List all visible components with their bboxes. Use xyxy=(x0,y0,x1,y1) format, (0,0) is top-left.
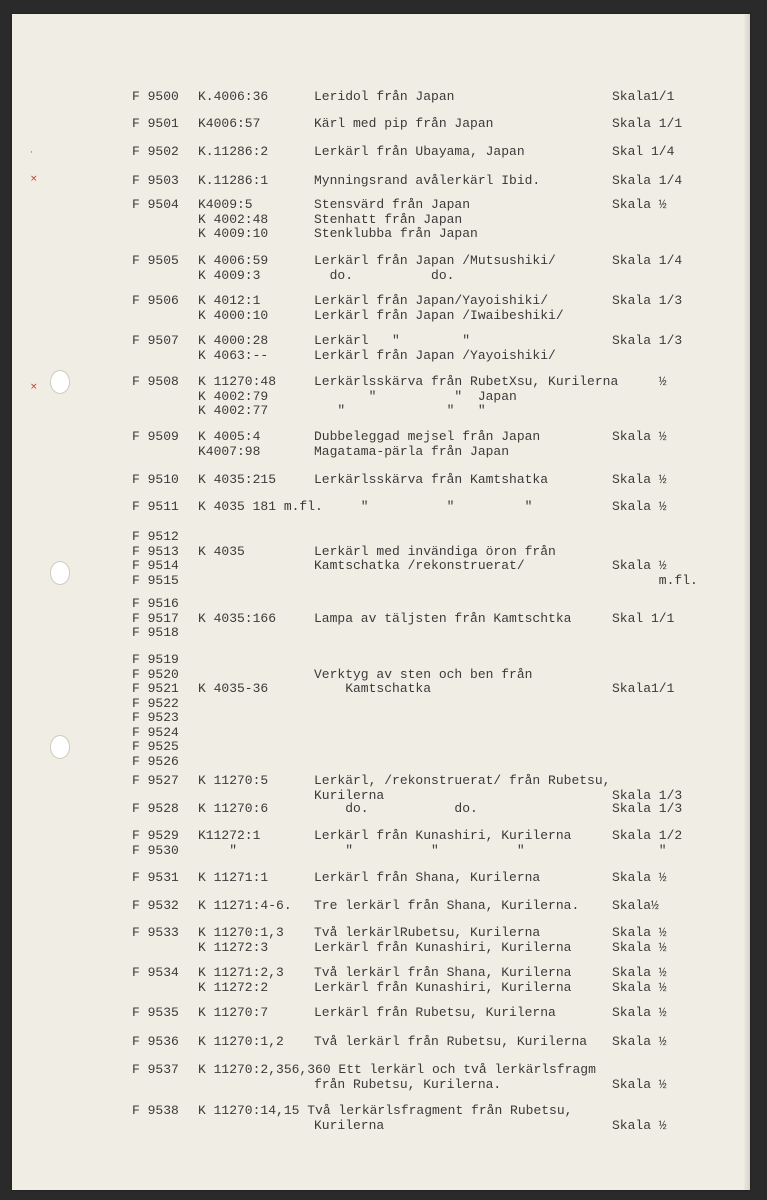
scale-cell xyxy=(612,174,712,189)
scale-line: Skala 1/1 xyxy=(612,116,683,131)
k-number-cell xyxy=(198,294,328,323)
k-number-line: K.4006:36 xyxy=(198,89,269,104)
scale-line xyxy=(612,668,712,683)
f-number-line: F 9527 xyxy=(132,773,179,788)
f-number-cell xyxy=(132,473,202,488)
description-cell xyxy=(314,653,644,697)
scale-line: Skala 1/3 xyxy=(612,333,683,348)
scale-cell xyxy=(612,653,712,697)
scale-line: " xyxy=(612,842,667,858)
scale-line: ½ xyxy=(612,374,667,389)
k-number-cell xyxy=(198,334,328,363)
k-number-line: K 11270:2,356,360 Ett lerkärl och två lerkärlsfragm xyxy=(198,1062,596,1077)
k-number-cell xyxy=(198,198,328,242)
description-cell xyxy=(314,530,644,574)
margin-x-mark: × xyxy=(30,382,38,392)
scale-line: Skala ½ xyxy=(612,1034,667,1049)
f-number-line: F 9516 xyxy=(132,596,179,611)
description-line xyxy=(314,1063,644,1078)
catalog-page xyxy=(12,14,750,1190)
description-line: Två lerkärlRubetsu, Kurilerna xyxy=(314,925,541,940)
f-number-cell xyxy=(132,829,202,858)
description-cell xyxy=(314,1006,644,1021)
description-cell xyxy=(314,375,644,419)
description-cell xyxy=(314,430,644,459)
punch-hole xyxy=(50,561,70,585)
k-number-line: " xyxy=(198,842,238,858)
k-number-cell xyxy=(198,1103,573,1119)
scale-cell xyxy=(612,1063,712,1092)
scale-cell xyxy=(612,597,712,626)
description-line: Tre lerkärl från Shana, Kurilerna. xyxy=(314,898,580,913)
k-number-line: K 11272:3 xyxy=(198,939,269,955)
k-number-cell xyxy=(198,653,328,697)
description-cell xyxy=(314,145,644,160)
k-number-cell xyxy=(198,829,328,858)
scale-line: Skala ½ xyxy=(612,1117,667,1133)
description-line: Lerkärl från Japan /Iwaibeshiki/ xyxy=(314,307,564,323)
f-number-line: F 9507 xyxy=(132,333,179,348)
k-number-line: K 4035 xyxy=(198,543,245,559)
k-number-line: K.11286:1 xyxy=(198,173,269,188)
description-cell xyxy=(314,117,644,132)
f-number-line: F 9536 xyxy=(132,1034,179,1049)
f-number-cell xyxy=(132,871,202,886)
scale-cell xyxy=(612,966,712,995)
f-number-cell xyxy=(132,430,202,445)
k-number-line: K 11270:48 xyxy=(198,374,277,389)
f-number-line: F 9505 xyxy=(132,253,179,268)
f-number-line: F 9508 xyxy=(132,374,179,389)
description-line xyxy=(314,1104,644,1119)
description-line: Lampa av täljsten från Kamtschtka xyxy=(314,610,572,626)
f-number-line: F 9530 xyxy=(132,842,179,858)
k-number-line: K 11270:6 xyxy=(198,801,269,816)
k-number-line: K4009:5 xyxy=(198,197,253,212)
f-number-line: F 9506 xyxy=(132,293,179,308)
f-number-line: F 9521 xyxy=(132,681,179,696)
description-line: Lerkärl, /rekonstruerat/ från Rubetsu, xyxy=(314,773,611,788)
f-number-line: F 9537 xyxy=(132,1062,179,1077)
f-number-cell xyxy=(132,802,202,817)
description-line: Magatama-pärla från Japan xyxy=(314,443,510,459)
f-number-line: F 9523 xyxy=(132,710,179,725)
scale-cell xyxy=(612,117,712,132)
k-number-cell xyxy=(198,375,328,419)
description-cell xyxy=(314,500,644,515)
k-number-cell xyxy=(198,1006,328,1021)
punch-hole xyxy=(50,735,70,759)
k-number-cell xyxy=(198,871,328,886)
f-number-line: F 9509 xyxy=(132,429,179,444)
k-number-line: K.11286:2 xyxy=(198,144,269,159)
scale-cell xyxy=(612,1006,712,1021)
k-number-line: K 4009:10 xyxy=(198,226,269,241)
description-line: Lerkärl från Kunashiri, Kurilerna xyxy=(314,939,572,955)
description-cell xyxy=(314,198,644,242)
description-cell xyxy=(314,597,644,626)
k-number-cell xyxy=(198,145,328,160)
f-number-cell xyxy=(132,530,202,588)
page-edge xyxy=(744,14,750,1190)
scale-line: Skala 1/3 xyxy=(612,801,683,816)
f-number-cell xyxy=(132,90,202,105)
k-number-cell xyxy=(198,500,328,515)
scale-cell xyxy=(612,829,712,858)
scale-line: Skala ½ xyxy=(612,1076,667,1092)
description-line: Mynningsrand avålerkärl Ibid. xyxy=(314,173,541,188)
scale-cell xyxy=(612,926,712,955)
k-number-cell xyxy=(198,430,328,459)
scale-line: Skala 1/3 xyxy=(612,293,683,308)
description-line: Två lerkärl från Rubetsu, Kurilerna xyxy=(314,1034,588,1049)
scale-line xyxy=(612,545,712,560)
scale-line: Skala½ xyxy=(612,898,659,913)
f-number-line: F 9503 xyxy=(132,173,179,188)
k-number-cell xyxy=(198,473,328,488)
description-cell xyxy=(314,1063,644,1092)
description-cell xyxy=(314,90,644,105)
description-cell xyxy=(314,774,644,803)
description-cell xyxy=(314,802,644,817)
k-number-line: K4007:98 xyxy=(198,443,261,459)
k-number-line: K 11270:5 xyxy=(198,773,269,788)
description-cell xyxy=(314,1035,644,1050)
f-number-line: F 9513 xyxy=(132,543,179,559)
scale-line xyxy=(612,597,712,612)
f-number-line: F 9510 xyxy=(132,472,179,487)
f-number-cell xyxy=(132,653,202,769)
f-number-cell xyxy=(132,1104,202,1119)
scale-line: Skala ½ xyxy=(612,870,667,885)
scale-line: Skala ½ xyxy=(612,472,667,487)
description-line: Stensvärd från Japan xyxy=(314,197,471,212)
description-cell xyxy=(314,294,644,323)
f-number-cell xyxy=(132,774,202,789)
description-cell xyxy=(314,966,644,995)
scale-line xyxy=(612,1104,712,1119)
description-line: Två lerkärl från Shana, Kurilerna xyxy=(314,965,572,980)
f-number-cell xyxy=(132,375,202,390)
k-number-cell xyxy=(198,1062,596,1078)
scale-line: Skala ½ xyxy=(612,197,667,212)
description-line: " " " xyxy=(314,403,486,418)
description-line: Lerkärl från Ubayama, Japan xyxy=(314,144,525,159)
f-number-line: F 9535 xyxy=(132,1005,179,1020)
description-line: Stenhatt från Japan xyxy=(314,211,463,227)
scale-line: Skala ½ xyxy=(612,499,667,514)
f-number-line: F 9514 xyxy=(132,558,179,573)
scale-line xyxy=(612,653,712,668)
scale-line: Skala1/1 xyxy=(612,681,675,696)
k-number-line: K 11272:2 xyxy=(198,979,269,995)
k-number-line: K 4002:79 xyxy=(198,388,269,404)
f-number-line: F 9520 xyxy=(132,666,179,682)
description-line xyxy=(314,597,644,612)
scale-cell xyxy=(612,254,712,269)
description-line: Lerkärl från Japan /Mutsushiki/ xyxy=(314,253,556,268)
k-number-cell xyxy=(198,802,328,817)
description-cell xyxy=(314,473,644,488)
k-number-line: K11272:1 xyxy=(198,828,261,843)
scale-cell xyxy=(612,375,712,390)
scale-line: Skal 1/4 xyxy=(612,144,675,159)
description-line: Kamtschatka xyxy=(314,681,432,696)
scale-line xyxy=(612,1063,712,1078)
f-number-line: F 9515 xyxy=(132,572,179,588)
k-number-line: K 4012:1 xyxy=(198,293,261,308)
f-number-line: F 9512 xyxy=(132,529,179,544)
f-number-cell xyxy=(132,254,202,269)
k-number-line xyxy=(198,530,328,545)
description-line: Lerkärl från Rubetsu, Kurilerna xyxy=(314,1005,556,1020)
f-number-line: F 9525 xyxy=(132,739,179,754)
description-line: Dubbeleggad mejsel från Japan xyxy=(314,429,541,444)
k-number-line: K 11270:1,3 xyxy=(198,925,284,940)
scale-line: Skal 1/1 xyxy=(612,610,675,626)
scale-line: m.fl. xyxy=(612,572,698,588)
scale-cell xyxy=(612,871,712,886)
f-number-cell xyxy=(132,500,202,515)
k-number-line: K 4006:59 xyxy=(198,253,269,268)
scale-cell xyxy=(612,198,712,213)
f-number-line: F 9500 xyxy=(132,89,179,104)
scale-line: Skala 1/4 xyxy=(612,253,683,268)
k-number-cell xyxy=(198,899,328,914)
k-number-line: K 4035-36 xyxy=(198,681,269,696)
k-number-cell xyxy=(198,90,328,105)
k-number-line xyxy=(198,653,328,668)
description-line: Verktyg av sten och ben från xyxy=(314,666,533,682)
f-number-cell xyxy=(132,899,202,914)
k-number-line: K 4000:28 xyxy=(198,333,269,348)
f-number-cell xyxy=(132,334,202,349)
scale-line: Skala ½ xyxy=(612,925,667,940)
description-line: Leridol från Japan xyxy=(314,89,455,104)
scale-cell xyxy=(612,500,712,515)
k-number-line: K4006:57 xyxy=(198,116,261,131)
f-number-line: F 9518 xyxy=(132,625,179,640)
k-number-cell xyxy=(198,597,328,626)
k-number-cell xyxy=(198,254,328,283)
f-number-line: F 9531 xyxy=(132,870,179,885)
scale-line: Skala ½ xyxy=(612,965,667,980)
scale-line xyxy=(612,530,712,545)
k-number-line xyxy=(198,597,328,612)
description-line: Lerkärl med invändiga öron från xyxy=(314,543,556,559)
k-number-line: K 4000:10 xyxy=(198,307,269,323)
scale-line: Skala ½ xyxy=(612,558,667,573)
scale-cell xyxy=(612,774,712,803)
k-number-cell xyxy=(198,1035,328,1050)
f-number-line: F 9529 xyxy=(132,828,179,843)
description-line: Lerkärlsskärva från RubetXsu, Kurilerna xyxy=(314,374,619,389)
scale-cell xyxy=(612,899,712,914)
description-line: " " " xyxy=(314,842,525,858)
f-number-cell xyxy=(132,198,202,213)
f-number-line: F 9526 xyxy=(132,753,179,769)
description-cell xyxy=(314,1104,644,1133)
scale-line: Skala1/1 xyxy=(612,89,675,104)
k-number-cell xyxy=(198,117,328,132)
scale-line: Skala 1/4 xyxy=(612,173,683,188)
f-number-cell xyxy=(132,1063,202,1078)
f-number-line: F 9511 xyxy=(132,499,179,514)
description-line: Kurilerna xyxy=(314,787,385,803)
k-number-line: K 4002:48 xyxy=(198,211,269,227)
description-line: Lerkärl " " xyxy=(314,333,471,348)
description-cell xyxy=(314,174,644,189)
description-line: Kärl med pip från Japan xyxy=(314,116,494,131)
scale-line: Skala ½ xyxy=(612,429,667,444)
f-number-line: F 9524 xyxy=(132,724,179,740)
k-number-line: K 4009:3 xyxy=(198,267,261,283)
k-number-cell xyxy=(198,174,328,189)
k-number-cell xyxy=(198,926,328,955)
f-number-cell xyxy=(132,174,202,189)
scale-line xyxy=(612,774,712,789)
scale-line: Skala 1/3 xyxy=(612,787,683,803)
description-line: Kurilerna xyxy=(314,1117,385,1133)
scale-cell xyxy=(612,1104,712,1133)
description-line: Lerkärl från Japan/Yayoishiki/ xyxy=(314,293,549,308)
k-number-line: K 4005:4 xyxy=(198,429,261,444)
scale-cell xyxy=(612,294,712,309)
description-cell xyxy=(314,829,644,858)
k-number-line: K 4035:166 xyxy=(198,610,277,626)
scale-line: Skala ½ xyxy=(612,1005,667,1020)
description-line: Lerkärl från Japan /Yayoishiki/ xyxy=(314,347,556,363)
description-cell xyxy=(314,899,644,914)
scale-line: Skala 1/2 xyxy=(612,828,683,843)
description-cell xyxy=(314,334,644,363)
description-line: " " Japan xyxy=(314,388,517,404)
scale-cell xyxy=(612,473,712,488)
description-line: Kamtschatka /rekonstruerat/ xyxy=(314,558,525,573)
f-number-line: F 9519 xyxy=(132,652,179,667)
k-number-line: K 4035:215 xyxy=(198,472,277,487)
scale-cell xyxy=(612,90,712,105)
description-line: Lerkärl från Kunashiri, Kurilerna xyxy=(314,828,572,843)
f-number-line: F 9522 xyxy=(132,695,179,711)
f-number-line: F 9534 xyxy=(132,965,179,980)
k-number-cell xyxy=(198,530,328,559)
scale-line: Skala ½ xyxy=(612,939,667,955)
f-number-cell xyxy=(132,145,202,160)
margin-x-mark: × xyxy=(30,174,38,184)
scale-line: Skala ½ xyxy=(612,979,667,995)
f-number-cell xyxy=(132,294,202,309)
f-number-cell xyxy=(132,926,202,941)
description-cell xyxy=(314,254,644,283)
description-line: Lerkärl från Shana, Kurilerna xyxy=(314,870,541,885)
k-number-line: K 11270:1,2 xyxy=(198,1034,284,1049)
f-number-line: F 9501 xyxy=(132,116,179,131)
description-line: Lerkärlsskärva från Kamtshatka xyxy=(314,472,549,487)
f-number-line: F 9532 xyxy=(132,898,179,913)
f-number-line: F 9538 xyxy=(132,1103,179,1118)
margin-tick-mark: · xyxy=(30,148,33,158)
scale-cell xyxy=(612,1035,712,1050)
f-number-cell xyxy=(132,597,202,641)
f-number-line: F 9502 xyxy=(132,144,179,159)
scale-cell xyxy=(612,430,712,445)
k-number-line: K 4063:-- xyxy=(198,347,269,363)
punch-hole xyxy=(50,370,70,394)
description-cell xyxy=(314,926,644,955)
k-number-line: K 11271:4-6. xyxy=(198,898,292,913)
k-number-cell xyxy=(198,966,328,995)
f-number-cell xyxy=(132,1006,202,1021)
description-cell xyxy=(314,871,644,886)
f-number-line: F 9504 xyxy=(132,197,179,212)
k-number-line xyxy=(198,668,328,683)
k-number-line: K 11270:7 xyxy=(198,1005,269,1020)
description-line: Stenklubba från Japan xyxy=(314,226,478,241)
f-number-line: F 9517 xyxy=(132,610,179,626)
scale-cell xyxy=(612,530,712,588)
k-number-cell xyxy=(198,774,328,789)
f-number-cell xyxy=(132,117,202,132)
scale-cell xyxy=(612,334,712,349)
k-number-line: K 11270:14,15 Två lerkärlsfragment från Rubetsu, xyxy=(198,1103,573,1118)
description-line: do. do. xyxy=(314,267,455,283)
scale-cell xyxy=(612,145,712,160)
scale-cell xyxy=(612,802,712,817)
k-number-line: K 11271:1 xyxy=(198,870,269,885)
description-line xyxy=(314,530,644,545)
k-number-line: K 11271:2,3 xyxy=(198,965,284,980)
description-line: från Rubetsu, Kurilerna. xyxy=(314,1076,502,1092)
description-line xyxy=(314,653,644,668)
k-number-line: K 4035 181 m.fl. xyxy=(198,499,323,514)
description-line: Lerkärl från Kunashiri, Kurilerna xyxy=(314,979,572,995)
k-number-line: K 4002:77 xyxy=(198,403,269,418)
description-line: " " " xyxy=(314,499,533,514)
f-number-line: F 9533 xyxy=(132,925,179,940)
f-number-cell xyxy=(132,966,202,981)
description-line: do. do. xyxy=(314,801,478,816)
f-number-cell xyxy=(132,1035,202,1050)
f-number-line: F 9528 xyxy=(132,801,179,816)
